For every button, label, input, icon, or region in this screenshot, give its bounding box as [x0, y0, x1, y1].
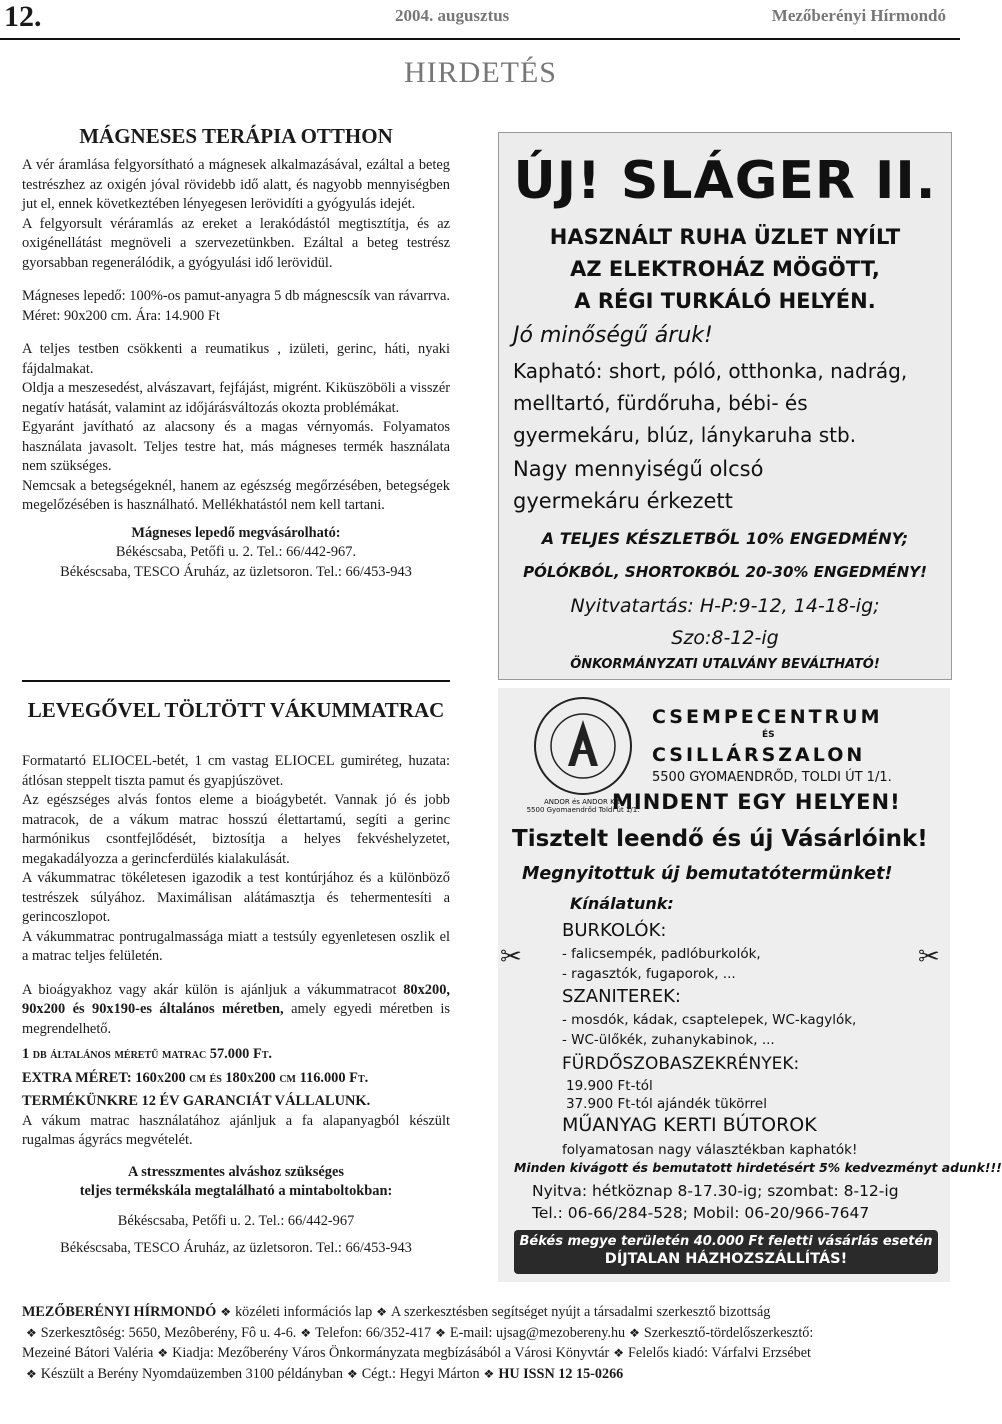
company-name-1: CSEMPECENTRUM: [652, 706, 883, 728]
category-item: folyamatosan nagy választékban kaphatók!: [562, 1142, 858, 1158]
diamond-icon: ❖: [613, 1346, 625, 1360]
ad-slager-clothing-shop: [498, 132, 952, 680]
imprint-text: Kiadja: Mezőberény Város Önkormányzata megbízásából a Városi Könyvtár: [172, 1345, 610, 1361]
ad-line: HASZNÁLT RUHA ÜZLET NYÍLT: [549, 225, 901, 249]
imprint-text: Szerkesztôség: 5650, Mezôberény, Fô u. 4-6.: [40, 1324, 297, 1341]
ad-voucher: ÖNKORMÁNYZATI UTALVÁNY BEVÁLTHATÓ!: [570, 657, 880, 672]
logo-sub-address: 5500 Gyomaendrőd Toldi út 1/1.: [526, 806, 640, 814]
category-furniture: MŰANYAG KERTI BÚTOROK: [562, 1114, 817, 1136]
category-cabinets: FÜRDŐSZOBASZEKRÉNYEK:: [562, 1054, 800, 1074]
company-slogan: MINDENT EGY HELYEN!: [612, 790, 901, 814]
diamond-icon: ❖: [220, 1305, 232, 1319]
diamond-icon: ❖: [629, 1325, 640, 1340]
greeting: Tisztelt leendő és új Vásárlóink!: [512, 826, 928, 852]
imprint-footer: [22, 1302, 940, 1384]
imprint-text: Cégt.: Hegyi Márton: [361, 1365, 480, 1382]
category-sanitary: SZANITEREK:: [562, 986, 681, 1007]
delivery-line: DÍJTALAN HÁZHOZSZÁLLÍTÁS!: [604, 1251, 848, 1267]
showroom-opened: Megnyitottuk új bemutatótermünket!: [522, 864, 893, 884]
diamond-icon: ❖: [376, 1305, 387, 1319]
paragraph: Nemcsak a betegségeknél, hanem az egészség megőrzésében, betegségek megelőzésében is használható. Mellékhatástól nem kell tartani.: [22, 477, 450, 513]
text: amely egyedi méretben is megrendelhető.: [22, 1001, 450, 1037]
article-magnet-title: MÁGNESES TERÁPIA OTTHON: [79, 124, 393, 148]
ad-line: gyermekáru érkezett: [513, 489, 733, 513]
delivery-line: Békés megye területén 40.000 Ft feletti vásárlás esetén: [519, 1234, 933, 1249]
shop-address: Békéscsaba, TESCO Áruház, az üzletsoron. Tel.: 66/453-943: [60, 563, 412, 580]
paragraph: Az egészséges alvás fontos eleme a bioágybetét. Vannak jó és jobb matracok, de a vákum matrac hosszú élettartamú, segíti a gerinc harmónikus csontfejlődését, biztosítja a helyes fekvéshelyzetet, megakadályozza a gerincferdülés kialakulását.: [22, 792, 450, 867]
category-tiles: BURKOLÓK:: [562, 920, 667, 941]
opening-hours: Nyitva: hétköznap 8-17.30-ig; szombat: 8-12-ig: [532, 1182, 899, 1200]
range-heading: teljes termékskála megtalálható a mintaboltokban:: [79, 1183, 393, 1199]
scissors-icon: ✂: [500, 942, 522, 972]
company-address: 5500 GYOMAENDRŐD, TOLDI ÚT 1/1.: [652, 770, 892, 785]
logo-sub-name: ANDOR és ANDOR Kft.: [543, 798, 623, 806]
imprint-text: közéleti információs lap: [235, 1304, 373, 1320]
article-magnet-body: [22, 156, 450, 582]
guarantee-line: TERMÉKÜNKRE 12 ÉV GARANCIÁT VÁLLALUNK.: [22, 1093, 371, 1109]
ad-line: A RÉGI TURKÁLÓ HELYÉN.: [574, 289, 876, 313]
article-mattress-title: LEVEGŐVEL TÖLTÖTT VÁKUMMATRAC: [27, 698, 445, 722]
imprint-line: [22, 1343, 940, 1364]
ad-hours: Szo:8-12-ig: [671, 627, 779, 649]
scissors-icon: ✂: [918, 942, 940, 972]
diamond-icon: ❖: [300, 1325, 312, 1340]
company-logo: [528, 694, 638, 798]
category-item: - WC-ülőkék, zuhanykabinok, ...: [562, 1032, 775, 1048]
paragraph: [22, 981, 450, 1040]
ad-line: Jó minőségű áruk!: [513, 323, 713, 348]
ad-hours: Nyitvatartás: H-P:9-12, 14-18-ig;: [570, 595, 880, 617]
imprint-text: Mezeiné Bátori Valéria: [22, 1345, 154, 1361]
imprint-line: [22, 1302, 940, 1323]
ad-discount: PÓLÓKBÓL, SHORTOKBÓL 20-30% ENGEDMÉNY!: [523, 563, 927, 581]
page-number: 12.: [4, 0, 42, 33]
paragraph: Oldja a meszesedést, alvászavart, fejfájást, migrént. Kiküszöböli a visszér negatív hatását, valamint az időjárásváltozás okozta problémákat.: [22, 380, 450, 416]
paragraph: A teljes testben csökkenti a reumatikus , izületi, gerinc, háti, nyaki fájdalmakat.: [22, 341, 450, 377]
price-line: EXTRA MÉRET: 160x200 cm és 180x200 cm 116.000 Ft.: [22, 1069, 369, 1086]
paragraph: A felgyorsult véráramlás az ereket a lerakódástól megtisztítja, és az oxigénellátást megnöveli a szervezetünkben. Ezáltal a beteg testrész gyorsabban regenerálódik, a gyógyulási idő lerövidül.: [22, 215, 450, 271]
phone-numbers: Tel.: 06-66/284-528; Mobil: 06-20/966-7647: [532, 1204, 870, 1222]
paragraph: A vákum matrac használatához ajánljuk a fa alapanyagból készült rugalmas ágyrács megvételét.: [22, 1112, 450, 1148]
ad-line: Kapható: short, póló, otthonka, nadrág,: [513, 359, 908, 383]
section-title: HIRDETÉS: [404, 56, 557, 89]
imprint-text: Telefon: 66/352-417: [315, 1324, 432, 1341]
discount-note: Minden kivágott és bemutatott hirdetésért 5% kedvezményt adunk!!!: [514, 1160, 1002, 1175]
offer-heading: Kínálatunk:: [570, 894, 674, 913]
shop-address: Békéscsaba, Petőfi u. 2. Tel.: 66/442-967: [117, 1212, 355, 1229]
diamond-icon: ❖: [435, 1325, 446, 1340]
diamond-icon: ❖: [26, 1325, 37, 1340]
imprint-issn: HU ISSN 12 15-0266: [498, 1365, 624, 1382]
category-item: - ragasztók, fugaporok, ...: [562, 966, 736, 982]
delivery-banner: [514, 1230, 938, 1274]
shop-address: Békéscsaba, TESCO Áruház, az üzletsoron. Tel.: 66/453-943: [60, 1240, 412, 1256]
imprint-email: E-mail: ujsag@mezobereny.hu: [449, 1324, 626, 1341]
diamond-icon: ❖: [157, 1346, 169, 1360]
category-item: - mosdók, kádak, csaptelepek, WC-kagylók,: [562, 1012, 857, 1028]
issue-date: 2004. augusztus: [395, 6, 510, 25]
paragraph: Formatartó ELIOCEL-betét, 1 cm vastag ELIOCEL gumiréteg, huzata: átlósan steppelt tiszta pamut és gyapjúszövet.: [22, 753, 450, 789]
paragraph: Egyaránt javítható az alacsony és a magas vérnyomás. Folyamatos használata javasolt. Teljes testre hat, más mágneses termék használata nem szükséges.: [22, 419, 450, 474]
category-item: - falicsempék, padlóburkolók,: [562, 946, 761, 962]
paragraph: A vér áramlása felgyorsítható a mágnesek alkalmazásával, ezáltal a beteg testrészhez az oxigén jóval rövidebb idő alatt, és nagyobb mennyiségben jut el, ennek következtében lényegesen lerövidíti a gyógyulás idejét.: [22, 157, 450, 212]
category-item: 19.900 Ft-tól: [566, 1078, 653, 1094]
paragraph: Mágneses lepedő: 100%-os pamut-anyagra 5 db mágnescsík van rávarrva. Méret: 90x200 cm. Ára: 14.900 Ft: [22, 288, 450, 324]
ad-discount: A TELJES KÉSZLETBŐL 10% ENGEDMÉNY;: [541, 529, 909, 548]
ad-tile-center: [498, 688, 1002, 1282]
article-divider: [22, 680, 450, 682]
paragraph: A vákummatrac pontrugalmassága miatt a testsúly egyenletesen oszlik el a matrac teljes felületén.: [22, 928, 450, 964]
purchase-heading: Mágneses lepedő megvásárolható:: [131, 524, 341, 541]
ad-line: Nagy mennyiségű olcsó: [513, 457, 764, 481]
imprint-magazine: MEZŐBERÉNYI HÍRMONDÓ: [22, 1304, 217, 1320]
ad-line: melltartó, fürdőruha, bébi- és: [513, 391, 808, 415]
ad-headline: ÚJ! SLÁGER II.: [513, 151, 937, 211]
range-heading: A stresszmentes alváshoz szükséges: [128, 1163, 344, 1180]
company-conj: ÉS: [762, 730, 775, 740]
diamond-icon: ❖: [483, 1366, 495, 1381]
imprint-text: Szerkesztő-tördelőszerkesztő:: [643, 1324, 814, 1341]
shop-address: Békéscsaba, Petőfi u. 2. Tel.: 66/442-967.: [115, 544, 357, 560]
article-mattress-body: [22, 752, 450, 1259]
diamond-icon: ❖: [26, 1366, 37, 1381]
diamond-icon: ❖: [346, 1366, 358, 1381]
category-item: 37.900 Ft-tól ajándék tükörrel: [566, 1096, 767, 1112]
magazine-name: Mezőberényi Hírmondó: [771, 6, 946, 25]
paragraph: A vákummatrac tökéletesen igazodik a test kontúrjához és a különböző testrészek súlyához. Maximálisan alátámasztja és tehermentesíti a gerincoszlopot.: [22, 870, 450, 925]
text: A bioágyakhoz vagy akár külön is ajánljuk a vákummatracot: [22, 981, 404, 998]
price-line: 1 db általános méretű matrac 57.000 Ft.: [22, 1046, 273, 1062]
ad-line: AZ ELEKTROHÁZ MÖGÖTT,: [570, 257, 880, 281]
imprint-line: [22, 1323, 940, 1344]
header-rule: [0, 38, 960, 40]
company-name-2: CSILLÁRSZALON: [652, 744, 866, 766]
imprint-text: Felelős kiadó: Várfalvi Erzsébet: [628, 1345, 811, 1361]
sizes: 80x200, 90x200 és 90x190-es általános méretben,: [22, 981, 450, 1017]
imprint-text: Készült a Berény Nyomdaüzemben 3100 példányban: [40, 1365, 343, 1382]
imprint-line: [22, 1364, 940, 1385]
imprint-text: A szerkesztésben segítséget nyújt a társadalmi szerkesztő bizottság: [390, 1304, 771, 1320]
ad-line: gyermekáru, blúz, lánykaruha stb.: [513, 423, 857, 447]
